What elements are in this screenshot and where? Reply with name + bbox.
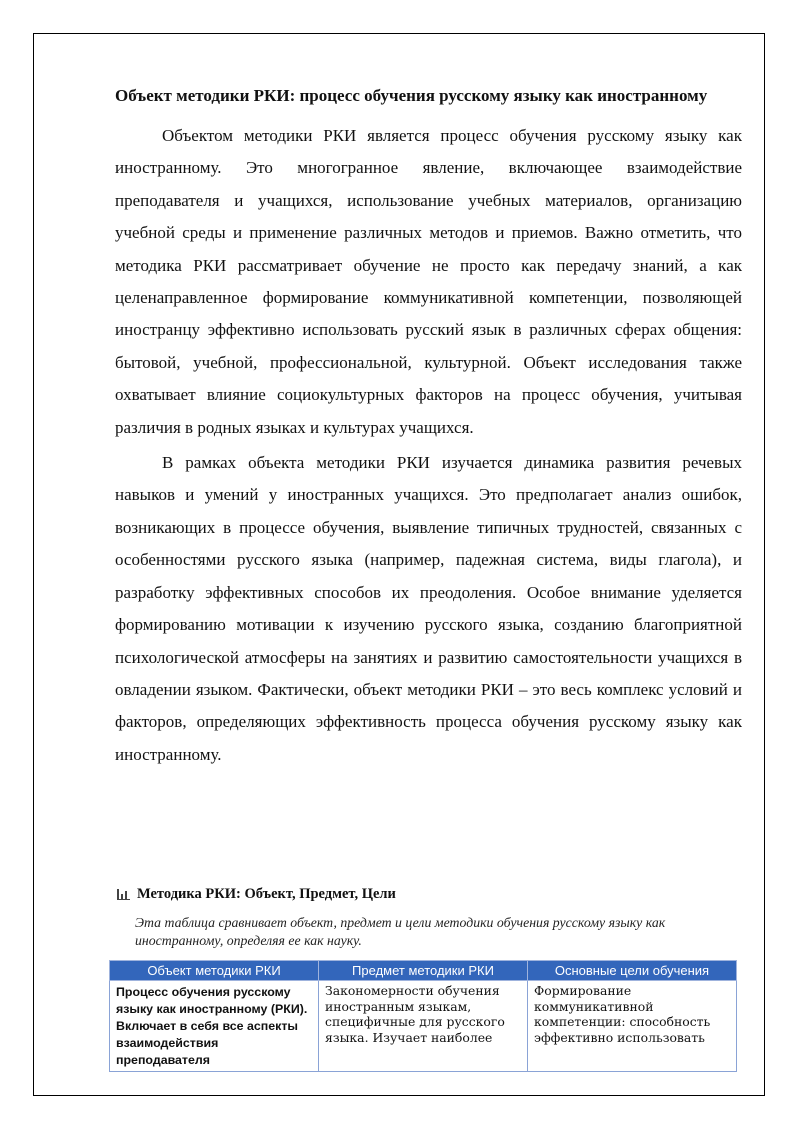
table-section bbox=[117, 884, 737, 1072]
table-title-row bbox=[117, 884, 737, 904]
header-subject: Предмет методики РКИ bbox=[319, 961, 528, 981]
cell-subject: Закономерности обучения иностранным языкам, специфичные для русского языка. Изучает наиболее bbox=[319, 981, 528, 1072]
cell-object: Процесс обучения русскому языку как иностранному (РКИ). Включает в себя все аспекты взаимодействия преподавателя bbox=[110, 981, 319, 1072]
table-row bbox=[110, 981, 737, 1072]
header-goals: Основные цели обучения bbox=[528, 961, 737, 981]
document-body bbox=[115, 84, 742, 774]
header-object: Объект методики РКИ bbox=[110, 961, 319, 981]
paragraph-2: В рамках объекта методики РКИ изучается динамика развития речевых навыков и умений у иностранных учащихся. Это предполагает анализ ошибок, возникающих в процессе обучения, выявление типичных трудностей, связанных с особенностями русского языка (например, падежная система, виды глагола), и разработку эффективных способов их преодоления. Особое внимание уделяется формированию мотивации к изучению русского языка, созданию благоприятной психологической атмосферы на занятиях и развитию самостоятельности учащихся в овладении языком. Фактически, объект методики РКИ – это весь комплекс условий и факторов, определяющих эффективность процесса обучения русскому языку как иностранному. bbox=[115, 453, 742, 764]
cell-goals: Формирование коммуникативной компетенции: способность эффективно использовать bbox=[528, 981, 737, 1072]
bar-chart-icon bbox=[117, 888, 131, 900]
table-caption: Эта таблица сравнивает объект, предмет и цели методики обучения русскому языку как иностранному, определяя ее как науку. bbox=[135, 915, 666, 948]
comparison-table bbox=[109, 960, 737, 1072]
paragraph-1: Объектом методики РКИ является процесс обучения русскому языку как иностранному. Это многогранное явление, включающее взаимодействие преподавателя и учащихся, использование учебных материалов, организацию учебной среды и применение различных методов и приемов. Важно отметить, что методика РКИ рассматривает обучение не просто как передачу знаний, а как целенаправленное формирование коммуникативной компетенции, позволяющей иностранцу эффективно использовать русский язык в различных сферах общения: бытовой, учебной, профессиональной, культурной. Объект исследования также охватывает влияние социокультурных факторов на процесс обучения, учитывая различия в родных языках и культурах учащихся. bbox=[115, 126, 742, 437]
table-header-row bbox=[110, 961, 737, 981]
section-heading: Объект методики РКИ: процесс обучения русскому языку как иностранному bbox=[115, 86, 708, 105]
table-title: Методика РКИ: Объект, Предмет, Цели bbox=[137, 886, 396, 902]
